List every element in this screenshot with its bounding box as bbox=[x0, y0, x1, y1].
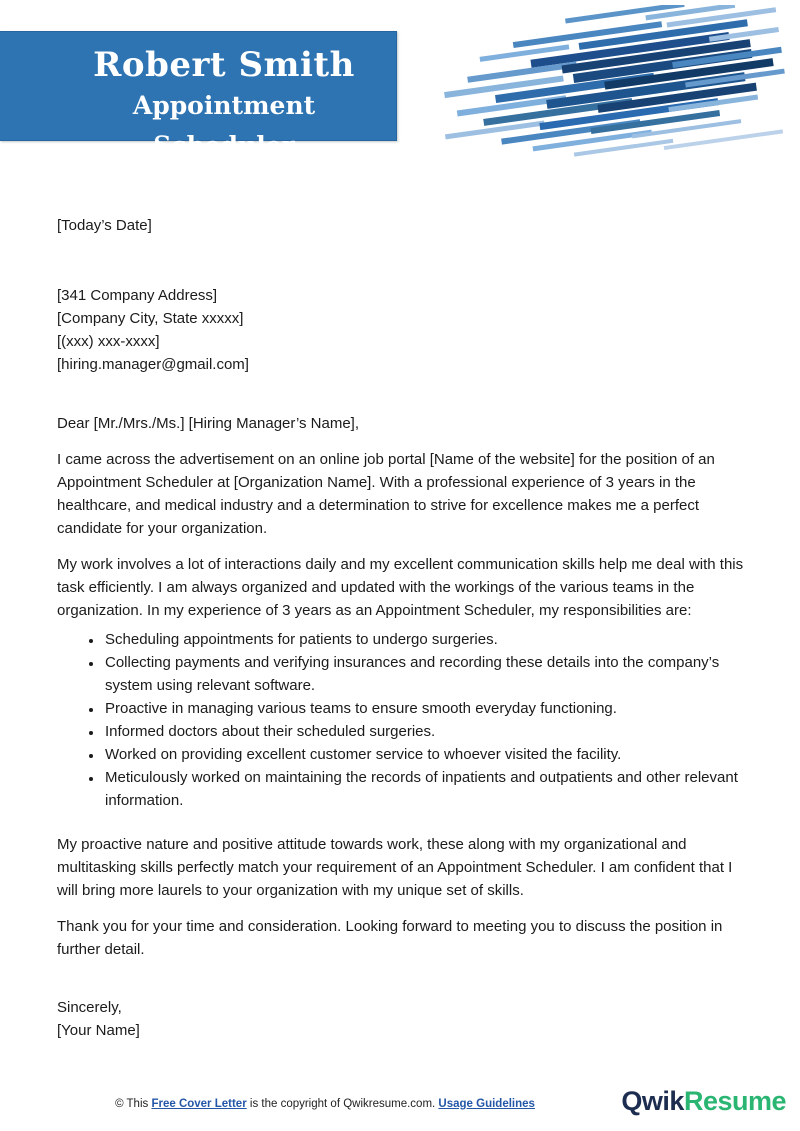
closing: Sincerely, bbox=[57, 999, 122, 1016]
abstract-streaks-logo-icon bbox=[425, 5, 795, 170]
candidate-job-title: Appointment Scheduler bbox=[132, 91, 316, 160]
responsibility-item: • Meticulously worked on maintaining the records of inpatients and outpatients and other relevant information. bbox=[103, 766, 750, 812]
responsibility-item: • Collecting payments and verifying insurances and recording these details into the company’s system using relevant software. bbox=[103, 651, 750, 697]
qwikresume-logo-qwik: Qwik bbox=[621, 1086, 684, 1116]
usage-guidelines-link[interactable]: Usage Guidelines bbox=[438, 1098, 535, 1110]
recipient-address-block bbox=[57, 284, 750, 376]
signoff-block bbox=[57, 996, 750, 1042]
paragraph-fit: My proactive nature and positive attitude towards work, these along with my organizational and multitasking skills perfectly match your requirement of an Appointment Scheduler. I am confident that I will bring more laurels to your organization with my unique set of skills. bbox=[57, 836, 733, 899]
responsibility-item: • Scheduling appointments for patients to undergo surgeries. bbox=[103, 628, 750, 651]
paragraph-intro: I came across the advertisement on an online job portal [Name of the website] for the position of an Appointment Scheduler at [Organization Name]. With a professional experience of 3 years in the healthcare, and medical industry and a determination to strive for excellence makes me a perfect candidate for your organization. bbox=[57, 451, 715, 537]
address-line: [341 Company Address] bbox=[57, 287, 218, 304]
letter-body bbox=[57, 210, 750, 1042]
copyright-text: is the copyright of Qwikresume.com. bbox=[246, 1098, 439, 1110]
signature: [Your Name] bbox=[57, 1022, 140, 1039]
date-line: [Today’s Date] bbox=[57, 217, 152, 234]
paragraph-experience: My work involves a lot of interactions daily and my excellent communication skills help me deal with this task efficiently. I am always organized and updated with the workings of the various teams in the organization. In my experience of 3 years as an Appointment Scheduler, my responsibilities are: bbox=[57, 556, 744, 619]
candidate-name: Robert Smith bbox=[93, 45, 355, 85]
paragraph-thanks: Thank you for your time and consideration. Looking forward to meeting you to discuss the position in further detail. bbox=[57, 918, 723, 958]
qwikresume-logo bbox=[621, 1086, 786, 1117]
free-cover-letter-link[interactable]: Free Cover Letter bbox=[151, 1098, 247, 1110]
responsibility-item: • Worked on providing excellent customer service to whoever visited the facility. bbox=[103, 743, 750, 766]
copyright-text: © This bbox=[115, 1098, 152, 1110]
responsibility-item: • Proactive in managing various teams to ensure smooth everyday functioning. bbox=[103, 697, 750, 720]
header-banner bbox=[0, 31, 397, 160]
address-line: [hiring.manager@gmail.com] bbox=[57, 356, 249, 373]
responsibility-item: • Informed doctors about their scheduled surgeries. bbox=[103, 720, 750, 743]
address-line: [(xxx) xxx-xxxx] bbox=[57, 333, 160, 350]
salutation: Dear [Mr./Mrs./Ms.] [Hiring Manager’s Name], bbox=[57, 415, 360, 432]
responsibilities-list bbox=[57, 628, 750, 812]
address-line: [Company City, State xxxxx] bbox=[57, 310, 244, 327]
qwikresume-logo-resume: Resume bbox=[683, 1086, 786, 1116]
